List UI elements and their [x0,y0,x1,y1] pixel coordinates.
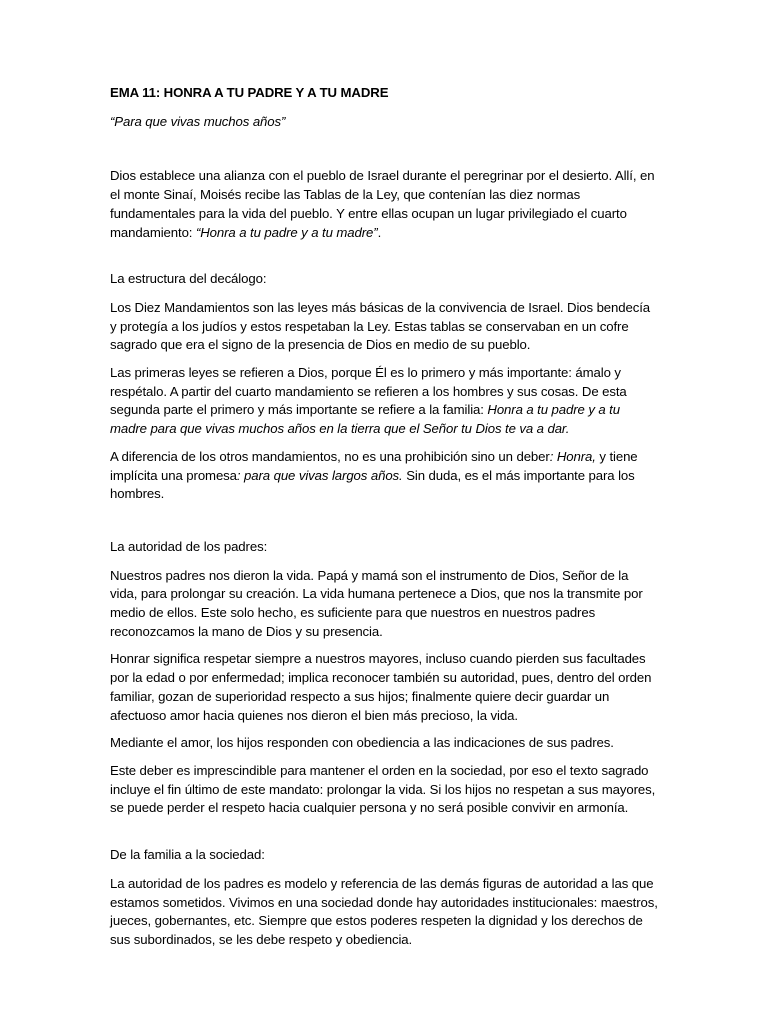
intro-quote: “Honra a tu padre y a tu madre” [195,224,378,240]
section-heading-decalogo: La estructura del decálogo: [110,271,267,287]
paragraph-text: Sin duda, es el más importante para los hombres. [110,467,635,502]
paragraph: Nuestros padres nos dieron la vida. Papá y mamá son el instrumento de Dios, Señor de la vida, para prolongar su creación. La vida humana pertenece a Dios, que nos la transmite por medio de ellos. Este solo hecho, es suficiente para que nuestros en nuestros padres reconozcamos la mano de Dios y su presencia. [110,567,643,639]
document-subtitle: “Para que vivas muchos años” [110,113,286,129]
document-page [110,84,658,959]
intro-paragraph [110,167,658,242]
paragraph-text: Las primeras leyes se refieren a Dios, porque Él es lo primero y más importante: ámalo y respétalo. A partir del cuarto mandamiento se refieren a los hombres y sus cosas. De esta segunda parte el primero y más importante se refiere a la familia: [110,365,627,418]
document-title: EMA 11: HONRA A TU PADRE Y A TU MADRE [110,85,389,100]
paragraph: Este deber es imprescindible para mantener el orden en la sociedad, por eso el texto sagrado incluye el fin último de este mandato: prolongar la vida. Si los hijos no respetan a sus mayores, se puede perder el respeto hacia cualquier persona y no será posible convivir en armonía. [110,762,656,816]
paragraph: Mediante el amor, los hijos responden con obediencia a las indicaciones de sus padres. [110,735,614,751]
paragraph [110,364,658,439]
paragraph-quote: : Honra, [549,448,596,464]
paragraph-quote: Honra a tu padre y a tu madre para que vivas muchos años en la tierra que el Señor tu Dios te va a dar. [110,402,620,437]
paragraph: Honrar significa respetar siempre a nuestros mayores, incluso cuando pierden sus facultades por la edad o por enfermedad; implica reconocer también su autoridad, pues, dentro del orden familiar, gozan de superioridad respecto a sus hijos; finalmente quiere decir guardar un afectuoso amor hacia quienes nos dieron el bien más precioso, la vida. [110,651,652,723]
intro-end: . [377,224,382,240]
paragraph [110,448,658,504]
paragraph-text: A diferencia de los otros mandamientos, no es una prohibición sino un deber [110,448,550,464]
section-heading-sociedad: De la familia a la sociedad: [110,847,265,863]
section-heading-autoridad: La autoridad de los padres: [110,538,268,554]
paragraph-quote: : para que vivas largos años. [236,467,403,483]
paragraph-text: y tiene implícita una promesa [110,448,638,483]
paragraph: La autoridad de los padres es modelo y referencia de las demás figuras de autoridad a las que estamos sometidos. Vivimos en una sociedad donde hay autoridades institucionales: maestros, jueces, gobernantes, etc. Siempre que estos poderes respeten la dignidad y los derechos de sus subordinados, se les debe respeto y obediencia. [110,875,658,947]
intro-text: Dios establece una alianza con el pueblo de Israel durante el peregrinar por el desierto. Allí, en el monte Sinaí, Moisés recibe las Tablas de la Ley, que contenían las diez normas fundamentales para la vida del pueblo. Y entre ellas ocupan un lugar privilegiado el cuarto mandamiento: [110,168,655,240]
paragraph: Los Diez Mandamientos son las leyes más básicas de la convivencia de Israel. Dios bendecía y protegía a los judíos y estos respetaban la Ley. Estas tablas se conservaban en un cofre sagrado que era el signo de la presencia de Dios en medio de su pueblo. [110,299,651,353]
